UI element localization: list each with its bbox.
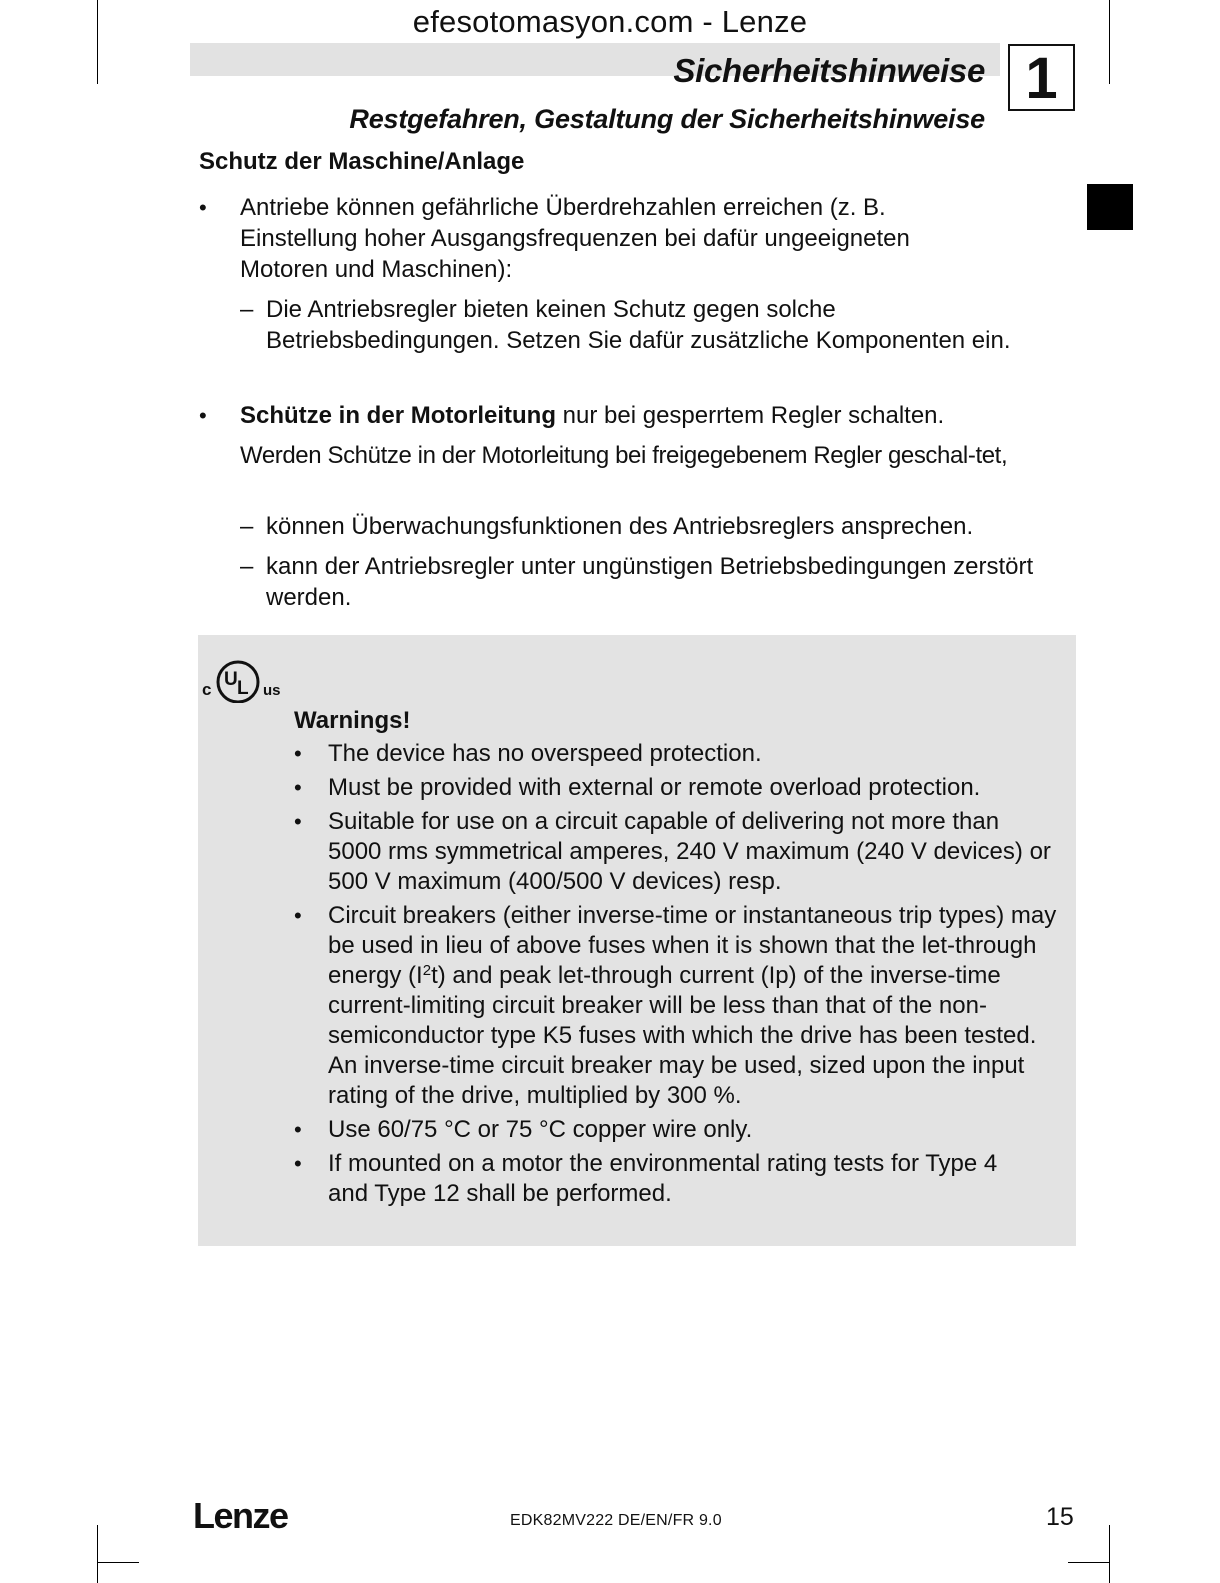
sub-list-item (240, 551, 1080, 615)
bullet-icon: • (199, 403, 207, 428)
superscript: 2 (422, 962, 432, 979)
crop-mark (1068, 1562, 1110, 1563)
thumb-index-marker (1087, 184, 1133, 230)
warning-text: The device has no overspeed protection. (328, 740, 762, 767)
bullet-icon: • (199, 195, 207, 220)
warning-item (294, 1149, 1028, 1209)
warning-item (294, 773, 1074, 803)
warning-item (294, 807, 1058, 897)
crop-mark (97, 1525, 98, 1583)
paragraph: Werden Schütze in der Motorleitung bei freigegebenem Regler geschal-tet, (240, 442, 1008, 469)
warning-text: Use 60/75 °C or 75 °C copper wire only. (328, 1116, 753, 1143)
dash-icon: – (240, 553, 254, 580)
dash-icon: – (240, 513, 254, 540)
bullet-icon: • (294, 1117, 302, 1142)
page-number: 15 (1046, 1503, 1074, 1531)
sub-list-item (240, 511, 1080, 545)
chapter-title: Sicherheitshinweise (673, 52, 985, 89)
list-item (199, 400, 1079, 434)
ul-mark-icon (200, 649, 286, 703)
warning-item (294, 901, 1068, 1111)
sub-item-text: kann der Antriebsregler unter ungünstigen Betriebsbedingungen zerstört werden. (266, 553, 1034, 611)
document-id: EDK82MV222 DE/EN/FR 9.0 (510, 1512, 722, 1529)
crop-mark (1109, 1525, 1110, 1583)
ul-certification-logo (200, 649, 286, 708)
svg-text:us: us (263, 682, 281, 699)
warning-item (294, 1115, 1074, 1145)
warnings-list (294, 739, 1074, 1213)
chapter-number: 1 (1008, 44, 1075, 111)
bullet-icon: • (294, 903, 302, 928)
list-item (199, 192, 1079, 292)
sub-item-text: können Überwachungsfunktionen des Antriebsreglers ansprechen. (266, 513, 974, 540)
section-subtitle: Restgefahren, Gestaltung der Sicherheitshinweise (349, 104, 985, 134)
bullet-icon: • (294, 809, 302, 834)
warning-text: Must be provided with external or remote overload protection. (328, 774, 981, 801)
bullet-icon: • (294, 1151, 302, 1176)
warning-item (294, 739, 1074, 769)
sub-list-item (240, 294, 1080, 394)
warnings-heading: Warnings! (294, 707, 411, 734)
bullet-text: Antriebe können gefährliche Überdrehzahlen erreichen (z. B. Einstellung hoher Ausgangsfrequenzen bei dafür ungeeigneten Motoren und Maschinen): (240, 194, 910, 283)
sub-item-text: Die Antriebsregler bieten keinen Schutz gegen solche Betriebsbedingungen. Setzen Sie dafür zusätzliche Komponenten ein. (266, 296, 1011, 354)
warning-text-part: t) and peak let-through current (Ip) of the inverse-time current-limiting circuit breaker will be less than that of the non-semiconductor type K5 fuses with which the drive has been tested. An inverse-time circuit breaker may be used, sized upon the input rating of the drive, multiplied by 300 %. (328, 962, 1037, 1109)
crop-mark (1109, 0, 1110, 84)
warning-text (328, 902, 1056, 1109)
dash-icon: – (240, 296, 254, 323)
watermark: efesotomasyon.com - Lenze (412, 4, 808, 39)
svg-text:U: U (224, 669, 238, 690)
warning-text-part: Circuit breakers (either inverse-time or instantaneous trip types) may be used in lieu of above fuses when it is shown that the let-through energy (I (328, 902, 1057, 989)
ul-warning-panel (198, 635, 1076, 1246)
lenze-logo: Lenze (193, 1495, 288, 1536)
section-heading: Schutz der Maschine/Anlage (199, 148, 525, 175)
svg-text:L: L (237, 678, 249, 699)
bold-term: Schütze in der Motorleitung (240, 402, 556, 429)
svg-text:c: c (202, 680, 212, 699)
warning-text: Suitable for use on a circuit capable of delivering not more than 5000 rms symmetrical amperes, 240 V maximum (240 V devices) or 500 V maximum (400/500 V devices) resp. (328, 808, 1051, 895)
crop-mark (97, 0, 98, 84)
bullet-icon: • (294, 775, 302, 800)
bullet-text-rest: nur bei gesperrtem Regler schalten. (556, 402, 945, 429)
warning-text: If mounted on a motor the environmental rating tests for Type 4 and Type 12 shall be performed. (328, 1150, 998, 1207)
bullet-icon: • (294, 741, 302, 766)
crop-mark (97, 1562, 139, 1563)
bullet-text (240, 400, 1079, 431)
